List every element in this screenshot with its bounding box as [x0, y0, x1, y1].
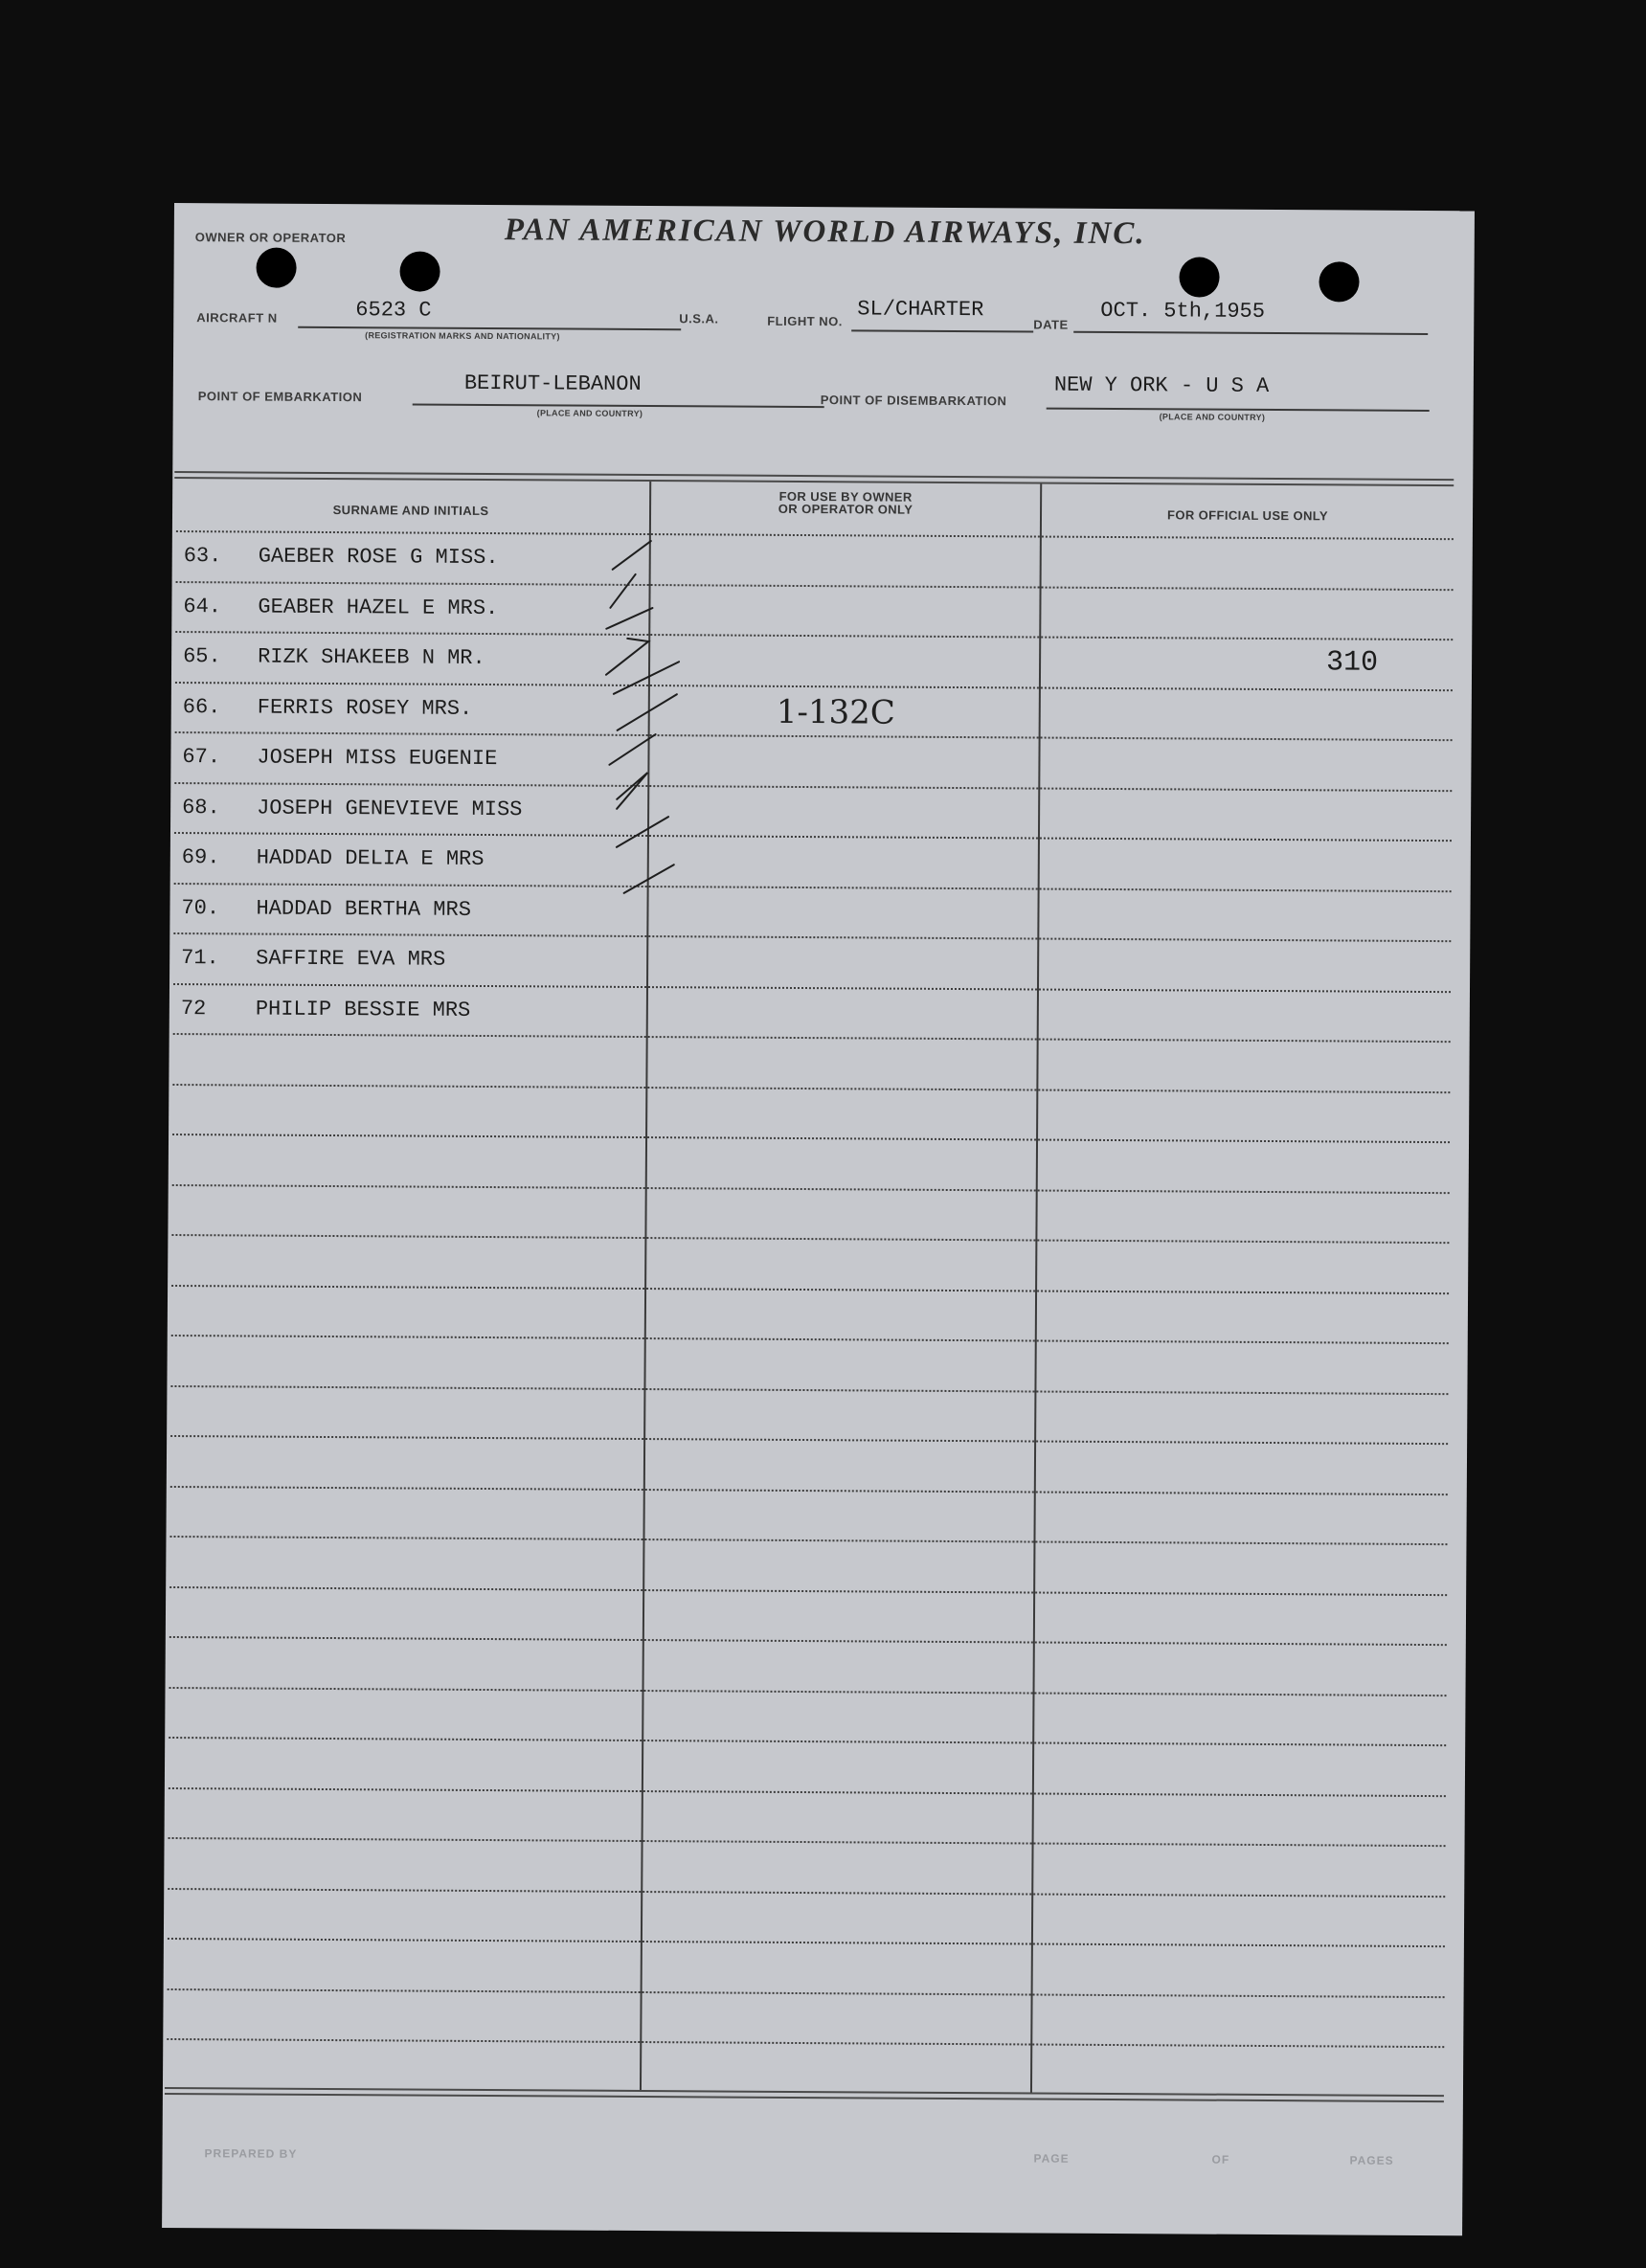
check-mark: [617, 817, 668, 847]
table-row: [181, 946, 445, 972]
column-header-owner-line1: FOR USE BY OWNER: [778, 488, 913, 505]
check-mark: [617, 773, 647, 809]
flight-label: FLIGHT NO.: [767, 313, 843, 329]
aircraft-label: AIRCRAFT N: [196, 310, 278, 326]
table-row: [183, 595, 498, 620]
check-mark: [618, 694, 677, 730]
table-row: [182, 845, 485, 871]
check-mark: [609, 734, 655, 765]
handwritten-code: 1-132C: [776, 692, 895, 732]
check-mark: [613, 541, 651, 570]
flight-underline: [851, 329, 1033, 332]
row-rule: [168, 1987, 1445, 1997]
disembarkation-sublabel: (PLACE AND COUNTRY): [1159, 412, 1266, 422]
row-number: 63.: [183, 544, 222, 569]
row-rule: [172, 1184, 1450, 1194]
row-rule: [170, 1435, 1448, 1445]
owner-label: OWNER OR OPERATOR: [194, 230, 347, 246]
passenger-name: GAEBER ROSE G MISS.: [258, 544, 499, 571]
aircraft-value: 6523 C: [355, 298, 432, 323]
passenger-name: PHILIP BESSIE MRS: [255, 997, 471, 1022]
row-number: 65.: [183, 644, 221, 669]
row-rule: [172, 1134, 1450, 1143]
punch-hole: [256, 248, 296, 288]
aircraft-underline: [298, 326, 681, 330]
table-row: [181, 896, 471, 922]
row-rule: [168, 1887, 1445, 1897]
row-rule: [176, 581, 1454, 591]
passenger-name: SAFFIRE EVA MRS: [256, 946, 446, 972]
row-rule: [169, 1636, 1447, 1646]
row-number: 72: [180, 996, 207, 1021]
embarkation-label: POINT OF EMBARKATION: [197, 389, 363, 405]
check-marks: [591, 512, 728, 954]
punch-hole: [399, 251, 440, 291]
embarkation-sublabel: (PLACE AND COUNTRY): [536, 408, 643, 418]
row-rule: [171, 1234, 1449, 1244]
row-rule: [173, 932, 1451, 942]
disembarkation-underline: [1047, 408, 1430, 412]
row-rule: [169, 1737, 1446, 1746]
date-label: DATE: [1033, 317, 1069, 332]
row-number: 70.: [181, 895, 220, 920]
row-rule: [170, 1385, 1448, 1395]
footer-of: OF: [1211, 2152, 1230, 2167]
official-number: 310: [1325, 646, 1379, 680]
column-header-official: FOR OFFICIAL USE ONLY: [1166, 507, 1329, 524]
flight-value: SL/CHARTER: [857, 297, 984, 323]
row-rule: [175, 682, 1453, 691]
punch-hole: [1319, 261, 1359, 302]
passenger-name: HADDAD BERTHA MRS: [256, 896, 472, 922]
table-row: [181, 997, 471, 1022]
row-rule: [170, 1485, 1448, 1494]
usa-label: U.S.A.: [679, 311, 719, 326]
disembarkation-label: POINT OF DISEMBARKATION: [820, 393, 1007, 409]
check-mark: [606, 639, 648, 675]
row-number: 67.: [182, 745, 221, 770]
date-underline: [1073, 331, 1428, 335]
table-row: [184, 544, 499, 570]
row-rule: [169, 1536, 1447, 1545]
table-row: [182, 796, 522, 821]
row-rule: [175, 731, 1453, 741]
row-lines: [174, 203, 1475, 211]
disembarkation-value: NEW Y ORK - U S A: [1053, 372, 1270, 398]
row-rule: [174, 782, 1452, 792]
passenger-name: RIZK SHAKEEB N MR.: [258, 644, 485, 670]
aircraft-sublabel: (REGISTRATION MARKS AND NATIONALITY): [365, 330, 560, 342]
row-rule: [169, 1585, 1447, 1595]
row-rule: [175, 631, 1453, 640]
footer-prepared-by: PREPARED BY: [204, 2146, 298, 2161]
column-divider: [1030, 484, 1042, 2093]
row-number: 69.: [181, 845, 220, 870]
embarkation-underline: [413, 404, 824, 409]
column-header-surname: SURNAME AND INITIALS: [332, 503, 489, 519]
passenger-name: HADDAD DELIA E MRS: [256, 845, 485, 871]
row-rule: [169, 1786, 1446, 1796]
passenger-name: GEABER HAZEL E MRS.: [258, 595, 499, 620]
row-rule: [174, 883, 1452, 892]
row-rule: [167, 2038, 1444, 2048]
row-number: 71.: [181, 946, 219, 971]
table-row: [182, 745, 497, 771]
row-rule: [169, 1837, 1446, 1847]
check-mark: [610, 574, 635, 608]
row-rule: [168, 1938, 1445, 1947]
row-rule: [173, 1033, 1451, 1043]
manifest-sheet: [162, 203, 1475, 2235]
passenger-name: JOSEPH MISS EUGENIE: [257, 745, 498, 772]
punch-hole: [1179, 257, 1219, 297]
row-number: 64.: [183, 594, 222, 618]
row-rule: [176, 530, 1454, 540]
passenger-name: FERRIS ROSEY MRS.: [257, 695, 473, 721]
row-rule: [172, 1084, 1450, 1093]
check-mark: [606, 608, 652, 629]
row-number: 66.: [182, 694, 221, 719]
table-row: [183, 644, 485, 670]
footer-page: PAGE: [1033, 2151, 1070, 2166]
row-rule: [173, 983, 1451, 993]
company-name: PAN AMERICAN WORLD AIRWAYS, INC.: [504, 213, 1146, 252]
table-row: [183, 695, 473, 721]
row-rule: [171, 1285, 1449, 1294]
check-mark: [624, 865, 674, 893]
column-header-owner-line2: OR OPERATOR ONLY: [778, 501, 913, 517]
row-rule: [171, 1335, 1449, 1344]
check-mark: [614, 662, 679, 694]
date-value: OCT. 5th,1955: [1100, 298, 1266, 324]
row-number: 68.: [182, 795, 220, 820]
embarkation-value: BEIRUT-LEBANON: [463, 371, 642, 396]
passenger-name: JOSEPH GENEVIEVE MISS: [257, 796, 523, 821]
footer-pages: PAGES: [1349, 2153, 1394, 2167]
row-rule: [169, 1686, 1447, 1695]
row-rule: [174, 832, 1452, 842]
